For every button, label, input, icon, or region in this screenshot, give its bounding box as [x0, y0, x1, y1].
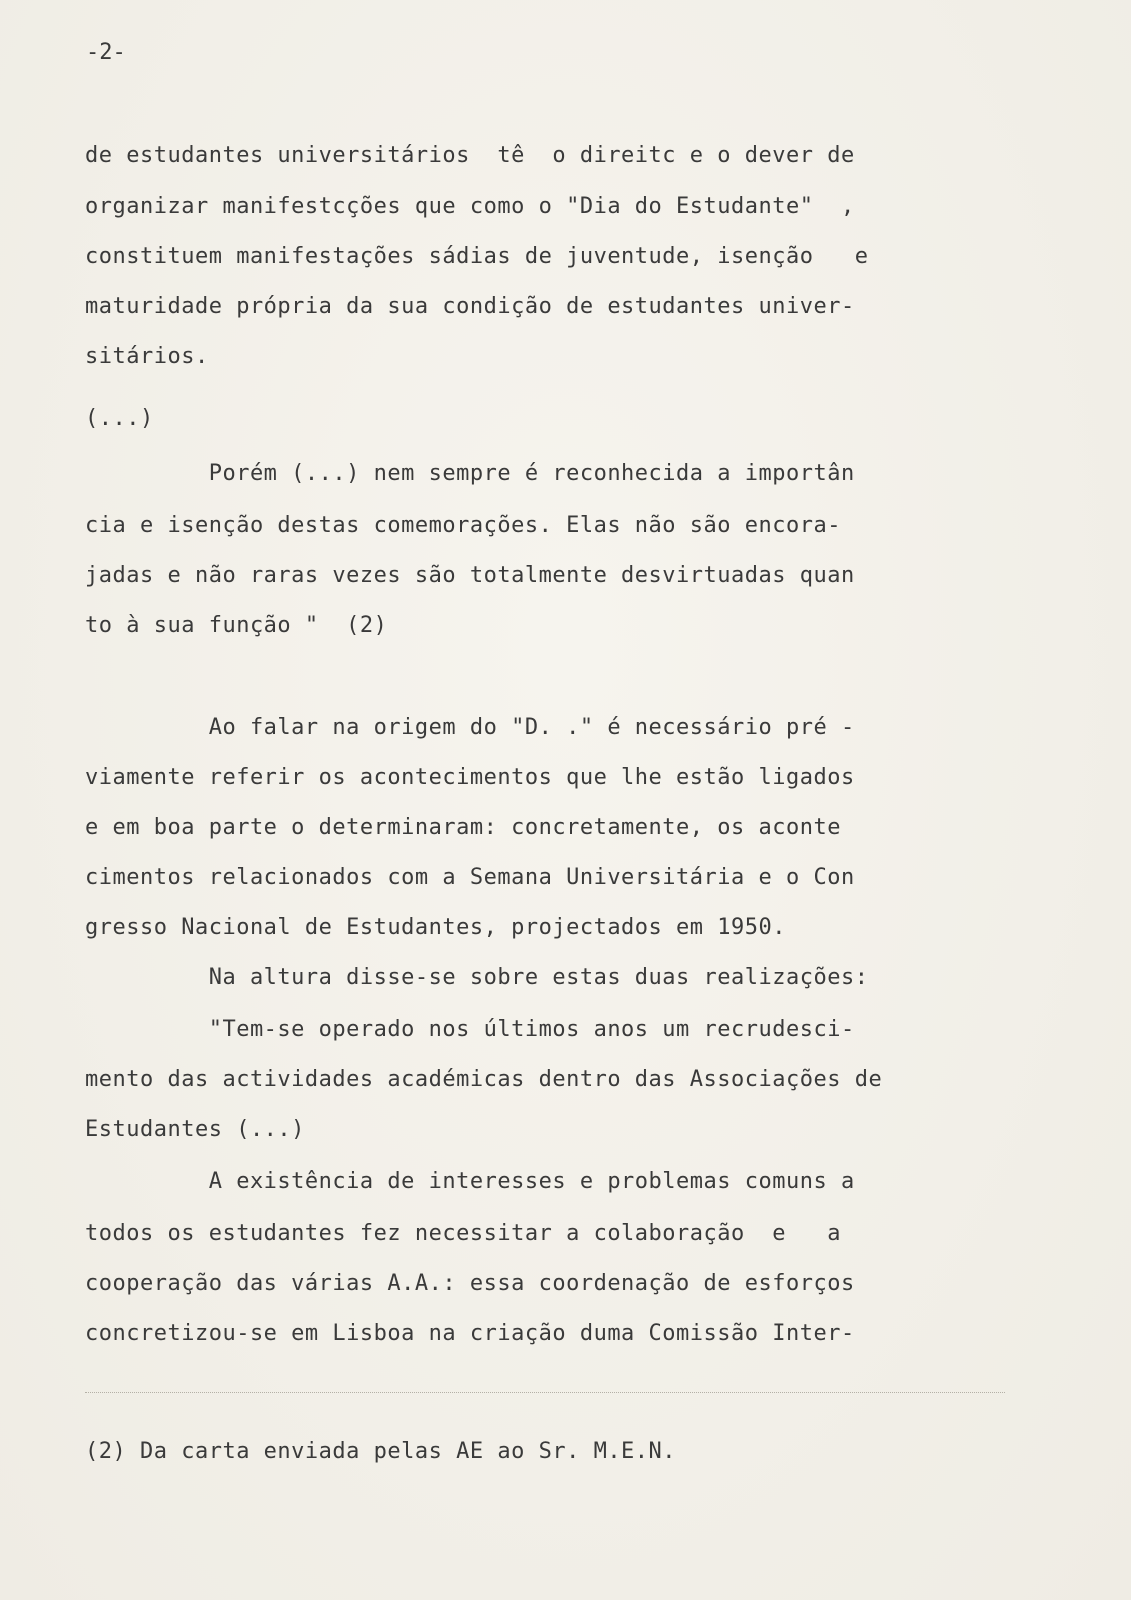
footnote: (2) Da carta enviada pelas AE ao Sr. M.E.N.: [85, 1439, 677, 1464]
text-line: (...): [85, 406, 154, 431]
text-line: mento das actividades académicas dentro das Associações de: [85, 1067, 883, 1092]
text-line: "Tem-se operado nos últimos anos um recrudesci-: [85, 1017, 855, 1042]
text-line: todos os estudantes fez necessitar a colaboração e a: [85, 1221, 841, 1246]
text-line: jadas e não raras vezes são totalmente desvirtuadas quan: [85, 563, 855, 588]
text-line: concretizou-se em Lisboa na criação duma Comissão Inter-: [85, 1321, 855, 1346]
text-line: e em boa parte o determinaram: concretamente, os aconte: [85, 815, 841, 840]
text-line: cooperação das várias A.A.: essa coordenação de esforços: [85, 1271, 855, 1296]
text-line: Estudantes (...): [85, 1117, 305, 1142]
text-line: sitários.: [85, 344, 209, 369]
text-line: Porém (...) nem sempre é reconhecida a importân: [85, 461, 855, 486]
text-line: maturidade própria da sua condição de estudantes univer-: [85, 294, 855, 319]
text-line: cia e isenção destas comemorações. Elas não são encora-: [85, 513, 841, 538]
text-line: de estudantes universitários tê o direitc e o dever de: [85, 143, 855, 168]
text-line: gresso Nacional de Estudantes, projectados em 1950.: [85, 915, 787, 940]
text-line: A existência de interesses e problemas comuns a: [85, 1169, 855, 1194]
text-line: organizar manifestcções que como o "Dia do Estudante" ,: [85, 194, 855, 219]
text-line: viamente referir os acontecimentos que lhe estão ligados: [85, 765, 855, 790]
page-number: -2-: [86, 40, 126, 65]
text-line: constituem manifestações sádias de juventude, isenção e: [85, 244, 869, 269]
text-line: cimentos relacionados com a Semana Universitária e o Con: [85, 865, 855, 890]
text-line: Ao falar na origem do "D. ." é necessário pré -: [85, 715, 855, 740]
text-line: Na altura disse-se sobre estas duas realizações:: [85, 965, 869, 990]
footnote-divider: [85, 1392, 1005, 1393]
text-line: to à sua função " (2): [85, 613, 388, 638]
